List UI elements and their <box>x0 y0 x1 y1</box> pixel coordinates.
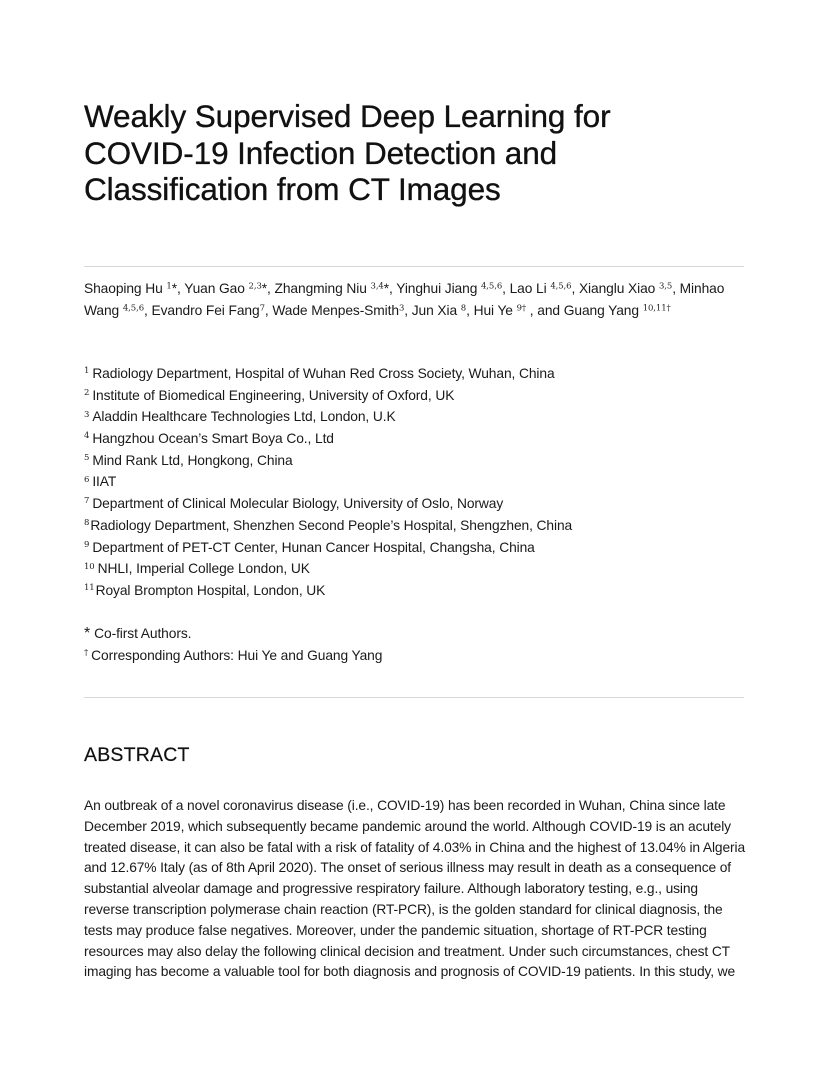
paper-title: Weakly Supervised Deep Learning for COVID-19 Infection Detection and Classification from CT Images <box>84 98 611 207</box>
author-name: Yuan Gao <box>184 281 245 296</box>
affiliation-text: Aladdin Healthcare Technologies Ltd, London, U.K <box>92 409 396 425</box>
author-name: Jun Xia <box>411 302 458 318</box>
affiliation-number: 5 <box>84 453 90 464</box>
author-affiliation-mark: 8 <box>460 302 467 313</box>
affiliation-item <box>84 493 744 515</box>
author-list: Shaoping Hu $^1$*, Yuan Gao $^{2,3}$*, Zhangming Niu $^{3,4}$*, Yinghui Jiang $^{4,5,6}$, Lao Li $^{4,5,6}$, Xianglu Xiao $^{3,5}$, Minhao Wang $^{4,5,6}$, Evandro Fei Fang$^7$, Wade Menpes-Smith$^3$, Jun Xia $^8$, Hui Ye $^{9\dagger}$ , and Guang Yang $^{10,11\dagger}$ <box>84 281 725 318</box>
affiliation-list <box>84 363 744 602</box>
co-first-mark: * <box>261 281 268 296</box>
affiliation-text: IIAT <box>92 474 117 490</box>
corresponding-symbol: † <box>84 648 89 659</box>
affiliation-number: 8 <box>84 518 90 529</box>
author-affiliation-mark: 7 <box>259 302 265 313</box>
affiliation-item <box>84 471 744 493</box>
divider-bottom <box>84 697 744 698</box>
corresponding-note <box>84 645 744 667</box>
affiliation-text: Department of Clinical Molecular Biology, University of Oslo, Norway <box>92 496 504 512</box>
affiliation-number: 1 <box>84 366 90 377</box>
affiliation-text: NHLI, Imperial College London, UK <box>97 561 310 577</box>
author-affiliation-mark: 3,4 <box>370 281 384 292</box>
affiliation-text: Radiology Department, Hospital of Wuhan Red Cross Society, Wuhan, China <box>92 366 555 381</box>
co-first-text: Co-first Authors. <box>94 626 192 641</box>
author-notes <box>84 623 744 666</box>
affiliation-item <box>84 558 744 580</box>
co-first-symbol: * <box>84 625 91 642</box>
affiliation-number: 2 <box>84 388 90 399</box>
affiliation-item <box>84 515 744 537</box>
divider-top <box>84 266 744 267</box>
author-name: Xianglu Xiao <box>578 281 656 296</box>
author-affiliation-mark: 4,5,6 <box>550 281 572 292</box>
author-affiliation-mark: 10,11† <box>642 302 671 313</box>
author-name: Shaoping Hu <box>84 281 163 296</box>
author-name: Wade Menpes-Smith <box>272 302 399 318</box>
affiliation-text: Institute of Biomedical Engineering, University of Oxford, UK <box>92 387 455 403</box>
affiliation-number: 4 <box>84 431 90 442</box>
abstract-heading: ABSTRACT <box>84 744 190 766</box>
affiliation-item <box>84 537 744 559</box>
author-affiliation-mark: 9† <box>516 302 527 313</box>
author-affiliation-mark: 4,5,6 <box>122 302 145 313</box>
author-name: Hui Ye <box>473 302 513 318</box>
affiliation-number: 9 <box>84 539 90 550</box>
co-first-mark: * <box>383 281 390 296</box>
affiliation-number: 3 <box>84 409 90 420</box>
affiliation-item <box>84 363 744 385</box>
author-name: Yinghui Jiang <box>396 281 478 296</box>
author-affiliation-mark: 1 <box>166 281 172 292</box>
author-name: and Guang Yang <box>537 302 639 318</box>
affiliation-number: 7 <box>84 496 90 507</box>
abstract-text: An outbreak of a novel coronavirus disease (i.e., COVID-19) has been recorded in Wuhan, China since late December 2019, which subsequently became pandemic around the world. Although COVID-19 is an acutely treated disease, it can also be fatal with a risk of fatality of 4.03% in China and the highest of 13.04% in Algeria and 12.67% Italy (as of 8th April 2020). The onset of serious illness may result in death as a consequence of substantial alveolar damage and progressive respiratory failure. Although laboratory testing, e.g., using reverse transcription polymerase chain reaction (RT-PCR), is the golden standard for clinical diagnosis, the tests may produce false negatives. Moreover, under the pandemic situation, shortage of RT-PCR testing resources may also delay the following clinical decision and treatment. Under such circumstances, chest CT imaging has become a valuable tool for both diagnosis and prognosis of COVID-19 patients. In this study, we <box>84 798 746 980</box>
author-name: Zhangming Niu <box>274 281 367 296</box>
affiliation-text: Radiology Department, Shenzhen Second People’s Hospital, Shengzhen, China <box>90 517 573 533</box>
affiliation-number: 11 <box>84 583 95 594</box>
affiliation-number: 10 <box>84 561 95 572</box>
author-affiliation-mark: 3 <box>398 302 405 313</box>
author-affiliation-mark: 3,5 <box>658 281 673 292</box>
co-first-mark: * <box>171 281 178 296</box>
affiliation-item <box>84 580 744 602</box>
affiliation-text: Department of PET-CT Center, Hunan Cancer Hospital, Changsha, China <box>92 539 535 555</box>
author-name: Lao Li <box>509 281 547 296</box>
affiliation-text: Hangzhou Ocean’s Smart Boya Co., Ltd <box>92 431 334 447</box>
affiliation-item <box>84 385 744 407</box>
author-affiliation-mark: 4,5,6 <box>481 281 503 292</box>
affiliation-number: 6 <box>84 474 90 485</box>
co-first-note <box>84 623 744 645</box>
corresponding-text: Corresponding Authors: Hui Ye and Guang Yang <box>91 647 383 663</box>
affiliation-item <box>84 450 744 472</box>
affiliation-item <box>84 428 744 450</box>
affiliation-text: Mind Rank Ltd, Hongkong, China <box>92 452 293 468</box>
author-name: Minhao Wang <box>84 281 725 318</box>
affiliation-text: Royal Brompton Hospital, London, UK <box>95 582 326 598</box>
author-affiliation-mark: 2,3 <box>248 281 262 292</box>
affiliation-item <box>84 406 744 428</box>
author-name: Evandro Fei Fang <box>151 302 260 318</box>
